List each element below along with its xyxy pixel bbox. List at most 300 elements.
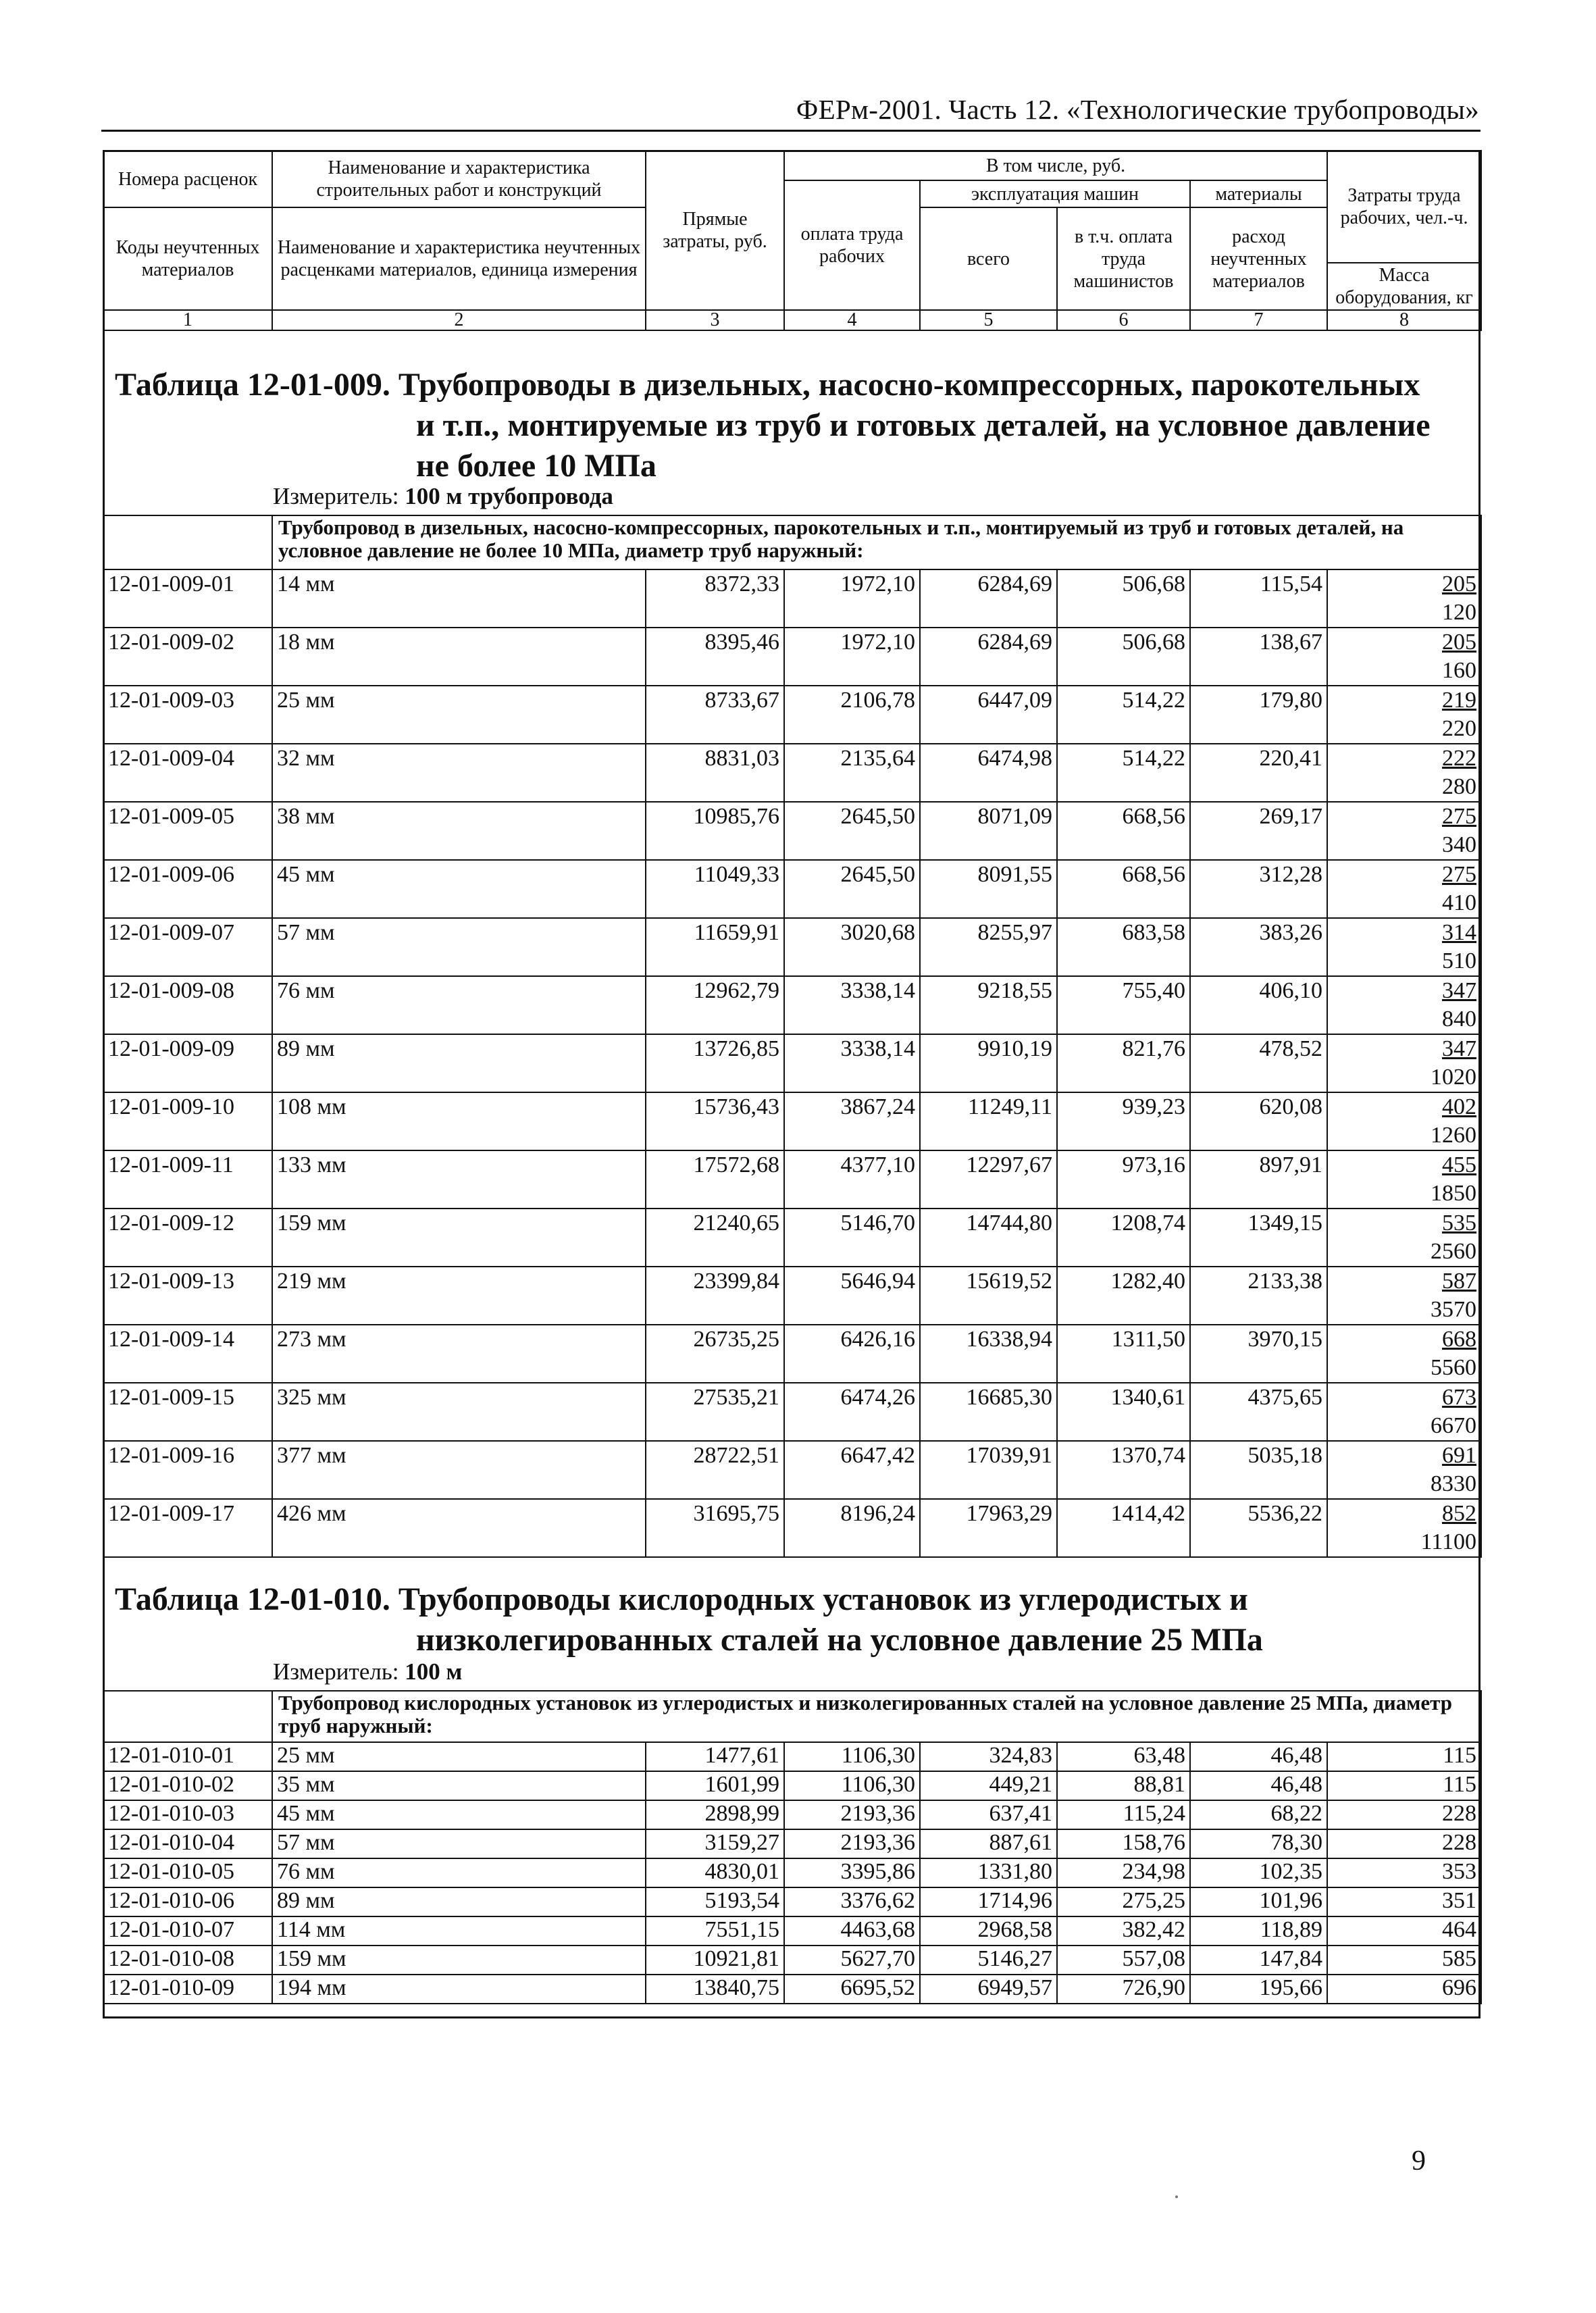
cell-labor: 3338,14 (784, 976, 920, 1034)
cell-mach: 11249,11 (920, 1092, 1057, 1150)
table1-unit (273, 483, 613, 510)
table-row (103, 976, 1481, 1034)
cell-labor-cost: 585 (1327, 1946, 1481, 1975)
cell-labor-cost: 228 (1327, 1800, 1481, 1829)
header-name-bottom: Наименование и характеристика неучтенных расценками материалов, единица измерения (272, 207, 646, 310)
table-row (103, 1829, 1481, 1858)
cell-labor: 3395,86 (784, 1858, 920, 1887)
table2-title (115, 1579, 1472, 1660)
cell-labor: 2106,78 (784, 686, 920, 744)
cell-mat: 5536,22 (1190, 1499, 1327, 1557)
cell-mach-labor: 506,68 (1057, 628, 1190, 686)
cell-code: 12-01-009-03 (103, 686, 272, 744)
cell-labor: 2193,36 (784, 1829, 920, 1858)
cell-name: 159 мм (272, 1209, 646, 1267)
equip-mass-value: 8330 (1431, 1471, 1477, 1496)
cell-labor-cost (1327, 976, 1481, 1034)
cell-labor-cost (1327, 1092, 1481, 1150)
cell-mach-labor: 1340,61 (1057, 1383, 1190, 1441)
cell-direct: 15736,43 (646, 1092, 784, 1150)
col-number: 2 (272, 310, 646, 330)
labor-cost-value: 455 (1442, 1152, 1477, 1177)
cell-name: 32 мм (272, 744, 646, 802)
equip-mass-value: 6670 (1431, 1413, 1477, 1438)
col-number: 3 (646, 310, 784, 330)
cell-labor: 4463,68 (784, 1916, 920, 1946)
cell-mat: 383,26 (1190, 918, 1327, 976)
cell-mach-labor: 557,08 (1057, 1946, 1190, 1975)
page-number: 9 (1412, 2145, 1426, 2177)
cell-mach: 324,83 (920, 1742, 1057, 1771)
table2-title-line2: низколегированных сталей на условное давление 25 МПа (416, 1622, 1263, 1658)
cell-direct: 8831,03 (646, 744, 784, 802)
table-row (103, 1325, 1481, 1383)
cell-mach: 887,61 (920, 1829, 1057, 1858)
labor-cost-value: 219 (1442, 688, 1477, 713)
table2-group-label: Трубопровод кислородных установок из углеродистых и низколегированных сталей на условное давление 25 МПа, диаметр труб наружный: (272, 1691, 1481, 1742)
cell-labor-cost (1327, 628, 1481, 686)
cell-name: 89 мм (272, 1034, 646, 1092)
cell-mat: 102,35 (1190, 1858, 1327, 1887)
cell-mach-labor: 726,90 (1057, 1975, 1190, 2004)
cell-name: 273 мм (272, 1325, 646, 1383)
cell-labor: 5646,94 (784, 1267, 920, 1325)
cell-mach-labor: 973,16 (1057, 1150, 1190, 1209)
cell-mach: 9218,55 (920, 976, 1057, 1034)
cell-code: 12-01-010-08 (103, 1946, 272, 1975)
cell-code: 12-01-009-14 (103, 1325, 272, 1383)
table-row (103, 1383, 1481, 1441)
cell-mach: 1714,96 (920, 1887, 1057, 1916)
table-row (103, 1499, 1481, 1557)
cell-mach-labor: 683,58 (1057, 918, 1190, 976)
cell-mat: 620,08 (1190, 1092, 1327, 1150)
cell-name: 159 мм (272, 1946, 646, 1975)
cell-mat: 5035,18 (1190, 1441, 1327, 1499)
cell-mach-labor: 939,23 (1057, 1092, 1190, 1150)
cell-direct: 12962,79 (646, 976, 784, 1034)
cell-labor-cost (1327, 918, 1481, 976)
cell-mach-labor: 1311,50 (1057, 1325, 1190, 1383)
cell-mach: 637,41 (920, 1800, 1057, 1829)
cell-mat: 195,66 (1190, 1975, 1327, 2004)
table-row (103, 1209, 1481, 1267)
cell-mat: 312,28 (1190, 860, 1327, 918)
cell-labor: 3376,62 (784, 1887, 920, 1916)
labor-cost-value: 668 (1442, 1327, 1477, 1352)
cell-mach: 1331,80 (920, 1858, 1057, 1887)
table-row (103, 860, 1481, 918)
cell-name: 35 мм (272, 1771, 646, 1800)
equip-mass-value: 3570 (1431, 1297, 1477, 1322)
cell-labor: 5146,70 (784, 1209, 920, 1267)
cell-name: 377 мм (272, 1441, 646, 1499)
table1-title-line2: и т.п., монтируемые из труб и готовых деталей, на условное давление (416, 407, 1431, 443)
group-empty-cell (103, 515, 272, 569)
equip-mass-value: 410 (1442, 890, 1477, 915)
table2-group-row (103, 1691, 1481, 1742)
cell-labor: 1106,30 (784, 1742, 920, 1771)
header-labor-cost: Затраты труда рабочих, чел.-ч. (1327, 151, 1481, 263)
table1-group-row (103, 515, 1481, 569)
cell-labor-cost: 228 (1327, 1829, 1481, 1858)
running-header: ФЕРм-2001. Часть 12. «Технологические трубопроводы» (796, 94, 1479, 125)
cell-mach-labor: 234,98 (1057, 1858, 1190, 1887)
cell-name: 45 мм (272, 860, 646, 918)
cell-code: 12-01-009-05 (103, 802, 272, 860)
labor-cost-value: 691 (1442, 1443, 1477, 1468)
header-codes-top: Номера расценок (103, 151, 272, 207)
cell-labor: 3338,14 (784, 1034, 920, 1092)
cell-name: 325 мм (272, 1383, 646, 1441)
cell-mat: 147,84 (1190, 1946, 1327, 1975)
cell-mach: 8071,09 (920, 802, 1057, 860)
cell-labor: 8196,24 (784, 1499, 920, 1557)
table2-data (103, 1690, 1482, 2004)
col-number: 1 (103, 310, 272, 330)
cell-code: 12-01-010-07 (103, 1916, 272, 1946)
cell-mat: 46,48 (1190, 1742, 1327, 1771)
cell-direct: 31695,75 (646, 1499, 784, 1557)
cell-direct: 8395,46 (646, 628, 784, 686)
table-row (103, 802, 1481, 860)
cell-mach-labor: 514,22 (1057, 686, 1190, 744)
table2-title-line1: Трубопроводы кислородных установок из углеродистых и (398, 1581, 1248, 1617)
cell-mat: 269,17 (1190, 802, 1327, 860)
cell-labor-cost (1327, 1441, 1481, 1499)
cell-name: 89 мм (272, 1887, 646, 1916)
col-number: 6 (1057, 310, 1190, 330)
cell-direct: 13726,85 (646, 1034, 784, 1092)
cell-labor: 6426,16 (784, 1325, 920, 1383)
cell-name: 45 мм (272, 1800, 646, 1829)
cell-labor: 2645,50 (784, 860, 920, 918)
cell-mach-labor: 1370,74 (1057, 1441, 1190, 1499)
header-name-top: Наименование и характеристика строительных работ и конструкций (272, 151, 646, 207)
table2-unit-label: Измеритель: (273, 1658, 399, 1685)
table1-unit-label: Измеритель: (273, 483, 399, 509)
cell-mach-labor: 382,42 (1057, 1916, 1190, 1946)
labor-cost-value: 535 (1442, 1211, 1477, 1236)
cell-labor-cost (1327, 1150, 1481, 1209)
cell-mach-labor: 1208,74 (1057, 1209, 1190, 1267)
cell-labor: 6695,52 (784, 1975, 920, 2004)
cell-labor: 2135,64 (784, 744, 920, 802)
header-equip-mass: Масса оборудования, кг (1327, 263, 1481, 310)
cell-name: 57 мм (272, 1829, 646, 1858)
header-materials: материалы (1190, 180, 1327, 207)
header-rule (101, 130, 1481, 132)
cell-direct: 17572,68 (646, 1150, 784, 1209)
table-row (103, 569, 1481, 628)
cell-labor-cost: 353 (1327, 1858, 1481, 1887)
cell-mach: 8091,55 (920, 860, 1057, 918)
cell-code: 12-01-010-06 (103, 1887, 272, 1916)
cell-labor-cost (1327, 1383, 1481, 1441)
cell-direct: 3159,27 (646, 1829, 784, 1858)
cell-labor-cost: 696 (1327, 1975, 1481, 2004)
cell-mat: 46,48 (1190, 1771, 1327, 1800)
labor-cost-value: 275 (1442, 804, 1477, 829)
header-direct-costs: Прямые затраты, руб. (646, 151, 784, 310)
cell-code: 12-01-010-05 (103, 1858, 272, 1887)
table1-data (103, 515, 1482, 1558)
table-row (103, 1975, 1481, 2004)
col-number: 5 (920, 310, 1057, 330)
cell-code: 12-01-010-02 (103, 1771, 272, 1800)
cell-mat: 118,89 (1190, 1916, 1327, 1946)
equip-mass-value: 1850 (1431, 1181, 1477, 1206)
labor-cost-value: 205 (1442, 571, 1477, 596)
equip-mass-value: 1020 (1431, 1065, 1477, 1090)
table-row (103, 1946, 1481, 1975)
table2-unit (273, 1658, 462, 1685)
cell-direct: 13840,75 (646, 1975, 784, 2004)
labor-cost-value: 673 (1442, 1385, 1477, 1410)
cell-direct: 5193,54 (646, 1887, 784, 1916)
table1-number: Таблица 12-01-009. (115, 367, 390, 403)
cell-labor: 1106,30 (784, 1771, 920, 1800)
cell-direct: 8733,67 (646, 686, 784, 744)
cell-mach-labor: 1414,42 (1057, 1499, 1190, 1557)
cell-direct: 10985,76 (646, 802, 784, 860)
cell-mat: 3970,15 (1190, 1325, 1327, 1383)
cell-code: 12-01-009-10 (103, 1092, 272, 1150)
cell-labor: 4377,10 (784, 1150, 920, 1209)
equip-mass-value: 11100 (1420, 1529, 1477, 1554)
equip-mass-value: 510 (1442, 948, 1477, 973)
cell-code: 12-01-009-08 (103, 976, 272, 1034)
table-row (103, 1887, 1481, 1916)
cell-mach: 17963,29 (920, 1499, 1057, 1557)
labor-cost-value: 347 (1442, 978, 1477, 1003)
cell-direct: 11049,33 (646, 860, 784, 918)
labor-cost-value: 314 (1442, 920, 1477, 945)
cell-labor: 1972,10 (784, 569, 920, 628)
cell-name: 76 мм (272, 1858, 646, 1887)
cell-mach-labor: 1282,40 (1057, 1267, 1190, 1325)
equip-mass-value: 1260 (1431, 1123, 1477, 1148)
cell-labor: 3020,68 (784, 918, 920, 976)
cell-code: 12-01-010-03 (103, 1800, 272, 1829)
table-row (103, 1771, 1481, 1800)
cell-code: 12-01-010-01 (103, 1742, 272, 1771)
cell-labor-cost (1327, 1499, 1481, 1557)
cell-mach: 6474,98 (920, 744, 1057, 802)
cell-name: 14 мм (272, 569, 646, 628)
cell-name: 194 мм (272, 1975, 646, 2004)
cell-name: 219 мм (272, 1267, 646, 1325)
cell-mat: 2133,38 (1190, 1267, 1327, 1325)
cell-mat: 78,30 (1190, 1829, 1327, 1858)
cell-labor-cost (1327, 802, 1481, 860)
cell-mach: 8255,97 (920, 918, 1057, 976)
table-row (103, 744, 1481, 802)
cell-mat: 897,91 (1190, 1150, 1327, 1209)
equip-mass-value: 160 (1442, 658, 1477, 683)
table-row (103, 1034, 1481, 1092)
cell-mach: 6447,09 (920, 686, 1057, 744)
cell-mat: 4375,65 (1190, 1383, 1327, 1441)
cell-mach-labor: 514,22 (1057, 744, 1190, 802)
cell-labor: 1972,10 (784, 628, 920, 686)
group-empty-cell (103, 1691, 272, 1742)
table-row (103, 1858, 1481, 1887)
cell-mach-labor: 63,48 (1057, 1742, 1190, 1771)
equip-mass-value: 840 (1442, 1007, 1477, 1032)
cell-labor-cost: 115 (1327, 1771, 1481, 1800)
cell-mach: 14744,80 (920, 1209, 1057, 1267)
table1-group-label: Трубопровод в дизельных, насосно-компрессорных, парокотельных и т.п., монтируемый из труб и готовых деталей, на условное давление не более 10 МПа, диаметр труб наружный: (272, 515, 1481, 569)
cell-mach-labor: 668,56 (1057, 860, 1190, 918)
labor-cost-value: 222 (1442, 746, 1477, 771)
cell-code: 12-01-010-04 (103, 1829, 272, 1858)
cell-name: 108 мм (272, 1092, 646, 1150)
cell-code: 12-01-009-12 (103, 1209, 272, 1267)
cell-mach-labor: 755,40 (1057, 976, 1190, 1034)
cell-mach-labor: 275,25 (1057, 1887, 1190, 1916)
table2-unit-value: 100 м (405, 1658, 463, 1685)
header-machines: эксплуатация машин (920, 180, 1190, 207)
cell-code: 12-01-009-06 (103, 860, 272, 918)
labor-cost-value: 852 (1442, 1501, 1477, 1526)
cell-labor: 2645,50 (784, 802, 920, 860)
cell-code: 12-01-009-04 (103, 744, 272, 802)
cell-mach: 12297,67 (920, 1150, 1057, 1209)
table1-title-line3: не более 10 МПа (416, 448, 657, 484)
cell-labor-cost: 464 (1327, 1916, 1481, 1946)
cell-direct: 28722,51 (646, 1441, 784, 1499)
table-row (103, 1916, 1481, 1946)
cell-labor-cost (1327, 1267, 1481, 1325)
cell-mach-labor: 821,76 (1057, 1034, 1190, 1092)
cell-code: 12-01-009-09 (103, 1034, 272, 1092)
cell-mach: 5146,27 (920, 1946, 1057, 1975)
cell-name: 25 мм (272, 686, 646, 744)
cell-mat: 68,22 (1190, 1800, 1327, 1829)
cell-mach: 2968,58 (920, 1916, 1057, 1946)
equip-mass-value: 2560 (1431, 1239, 1477, 1264)
cell-mach: 15619,52 (920, 1267, 1057, 1325)
labor-cost-value: 205 (1442, 630, 1477, 655)
equip-mass-value: 5560 (1431, 1355, 1477, 1380)
table1-unit-value: 100 м трубопровода (405, 483, 613, 509)
cell-name: 25 мм (272, 1742, 646, 1771)
cell-direct: 27535,21 (646, 1383, 784, 1441)
cell-name: 18 мм (272, 628, 646, 686)
cell-mach-labor: 115,24 (1057, 1800, 1190, 1829)
table-row (103, 918, 1481, 976)
table-row (103, 1092, 1481, 1150)
cell-labor-cost (1327, 1209, 1481, 1267)
cell-direct: 23399,84 (646, 1267, 784, 1325)
cell-labor: 5627,70 (784, 1946, 920, 1975)
cell-labor: 3867,24 (784, 1092, 920, 1150)
cell-mach-labor: 158,76 (1057, 1829, 1190, 1858)
cell-code: 12-01-009-17 (103, 1499, 272, 1557)
table-row (103, 1267, 1481, 1325)
cell-labor: 2193,36 (784, 1800, 920, 1829)
cell-mat: 179,80 (1190, 686, 1327, 744)
scan-speck (1175, 2195, 1178, 2198)
cell-mach: 17039,91 (920, 1441, 1057, 1499)
cell-labor-cost (1327, 569, 1481, 628)
cell-mach: 6284,69 (920, 628, 1057, 686)
cell-mach: 16685,30 (920, 1383, 1057, 1441)
table-row (103, 686, 1481, 744)
cell-direct: 4830,01 (646, 1858, 784, 1887)
cell-labor-cost (1327, 744, 1481, 802)
cell-mach: 6949,57 (920, 1975, 1057, 2004)
cell-code: 12-01-009-11 (103, 1150, 272, 1209)
equip-mass-value: 120 (1442, 600, 1477, 625)
cell-mat: 406,10 (1190, 976, 1327, 1034)
header-labor-pay: оплата труда рабочих (784, 180, 920, 310)
cell-name: 57 мм (272, 918, 646, 976)
cell-mat: 478,52 (1190, 1034, 1327, 1092)
cell-direct: 1477,61 (646, 1742, 784, 1771)
cell-direct: 7551,15 (646, 1916, 784, 1946)
cell-code: 12-01-009-15 (103, 1383, 272, 1441)
col-number: 7 (1190, 310, 1327, 330)
cell-code: 12-01-010-09 (103, 1975, 272, 2004)
col-number: 4 (784, 310, 920, 330)
cell-direct: 2898,99 (646, 1800, 784, 1829)
cell-mat: 1349,15 (1190, 1209, 1327, 1267)
equip-mass-value: 340 (1442, 832, 1477, 857)
col-number: 8 (1327, 310, 1481, 330)
labor-cost-value: 275 (1442, 862, 1477, 887)
equip-mass-value: 220 (1442, 716, 1477, 741)
labor-cost-value: 347 (1442, 1036, 1477, 1061)
cell-code: 12-01-009-02 (103, 628, 272, 686)
cell-code: 12-01-009-16 (103, 1441, 272, 1499)
cell-mach-labor: 506,68 (1057, 569, 1190, 628)
cell-name: 38 мм (272, 802, 646, 860)
cell-labor-cost (1327, 860, 1481, 918)
cell-direct: 8372,33 (646, 569, 784, 628)
cell-labor: 6474,26 (784, 1383, 920, 1441)
cell-labor-cost: 115 (1327, 1742, 1481, 1771)
cell-mat: 101,96 (1190, 1887, 1327, 1916)
cell-mach: 6284,69 (920, 569, 1057, 628)
cell-labor-cost: 351 (1327, 1887, 1481, 1916)
cell-name: 76 мм (272, 976, 646, 1034)
cell-direct: 1601,99 (646, 1771, 784, 1800)
cell-mach: 449,21 (920, 1771, 1057, 1800)
cell-direct: 26735,25 (646, 1325, 784, 1383)
cell-direct: 10921,81 (646, 1946, 784, 1975)
cell-name: 133 мм (272, 1150, 646, 1209)
table-row (103, 1441, 1481, 1499)
equip-mass-value: 280 (1442, 774, 1477, 799)
cell-name: 426 мм (272, 1499, 646, 1557)
cell-code: 12-01-009-07 (103, 918, 272, 976)
header-machines-incl: в т.ч. оплата труда машинистов (1057, 207, 1190, 310)
table1-title (115, 365, 1472, 486)
table2-number: Таблица 12-01-010. (115, 1581, 390, 1617)
cell-mat: 220,41 (1190, 744, 1327, 802)
cell-code: 12-01-009-01 (103, 569, 272, 628)
cell-labor: 6647,42 (784, 1441, 920, 1499)
cell-code: 12-01-009-13 (103, 1267, 272, 1325)
cell-name: 114 мм (272, 1916, 646, 1946)
header-materials-sub: расход неучтенных материалов (1190, 207, 1327, 310)
header-including: В том числе, руб. (784, 151, 1327, 180)
cell-direct: 11659,91 (646, 918, 784, 976)
cell-mach: 9910,19 (920, 1034, 1057, 1092)
cell-mat: 115,54 (1190, 569, 1327, 628)
